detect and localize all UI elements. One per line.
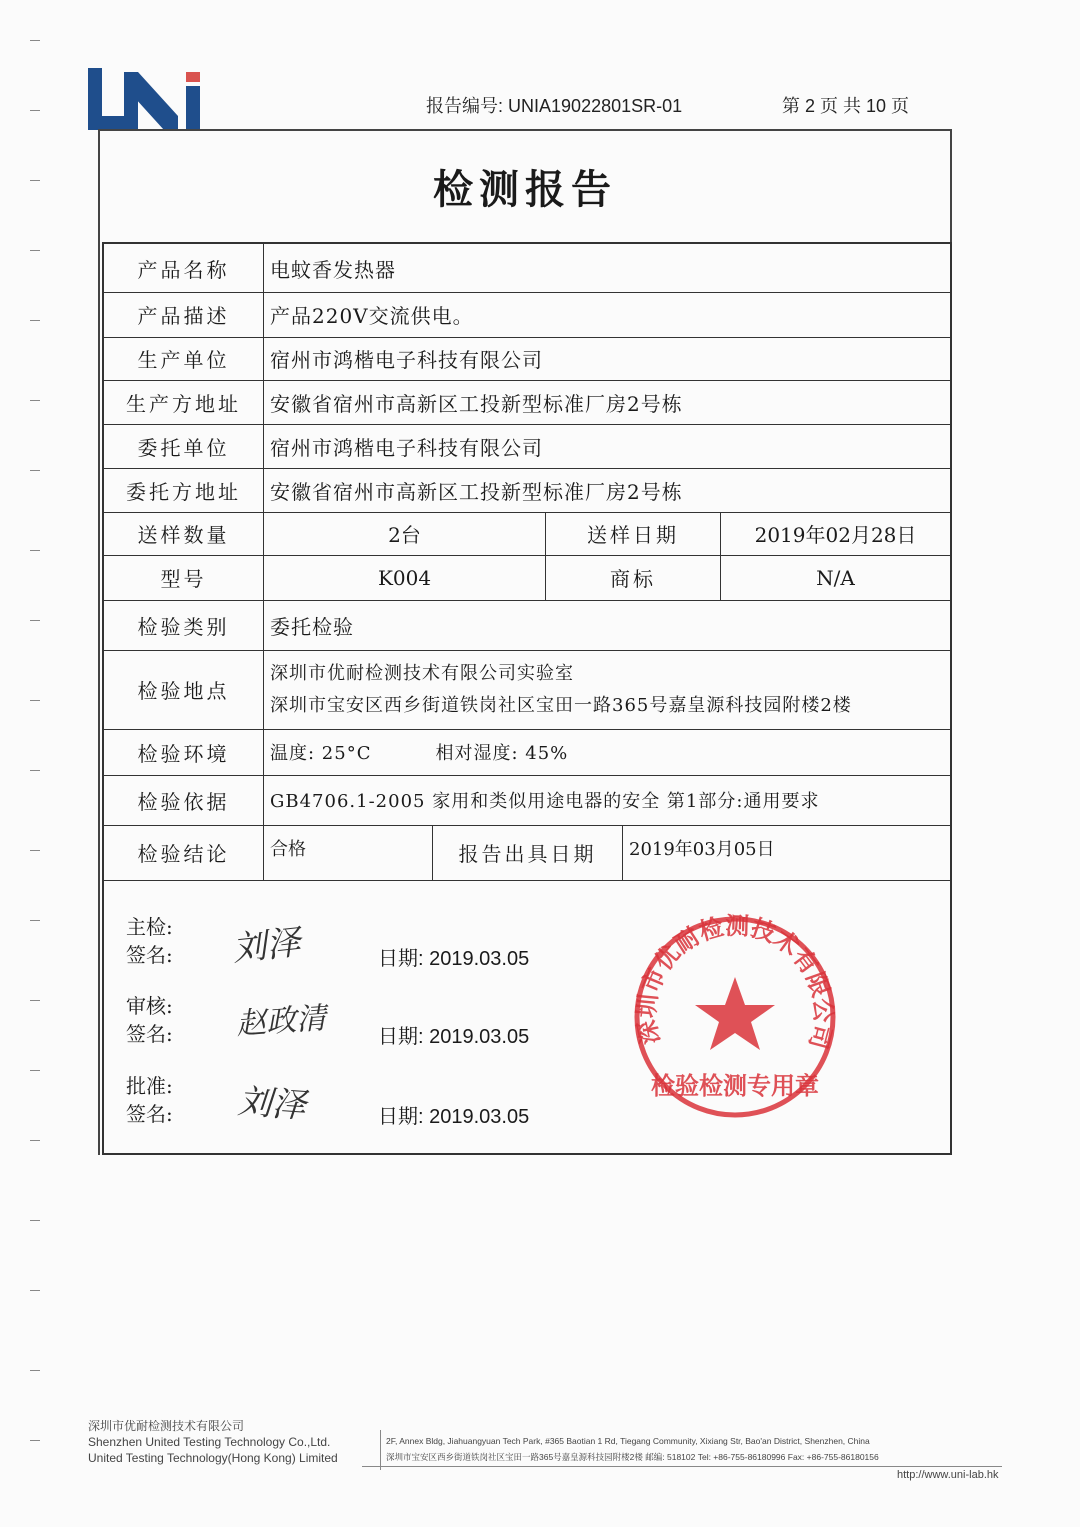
inspector-date: 日期: 2019.03.05 xyxy=(378,948,530,970)
basis-label: 检验依据 xyxy=(104,775,264,825)
stamp-ring-text: 深圳市优耐检测技术有限公司 xyxy=(632,912,838,1052)
table-row xyxy=(104,424,950,469)
official-stamp xyxy=(630,912,840,1122)
company-name-hk: United Testing Technology(Hong Kong) Limited xyxy=(88,1451,338,1465)
footer-rule xyxy=(362,1466,1002,1467)
role-label: 主检: xyxy=(126,915,173,939)
brand-value: N/A xyxy=(720,555,950,600)
signature-reviewer: 赵政清 xyxy=(235,1000,328,1043)
issue-date-label: 报告出具日期 xyxy=(432,825,622,880)
conclusion-label: 检验结论 xyxy=(104,825,264,880)
category-label: 检验类别 xyxy=(104,600,264,650)
signature-block-reviewer xyxy=(126,992,173,1048)
signature-approver: 刘泽 xyxy=(236,1081,308,1127)
signature-block-approver xyxy=(126,1072,173,1128)
issue-date-value: 2019年03月05日 xyxy=(622,825,950,880)
stamp-bottom-text: 检验检测专用章 xyxy=(651,1072,819,1100)
model-label: 型号 xyxy=(104,555,264,600)
sign-label: 签名: xyxy=(126,1102,173,1126)
sign-label: 签名: xyxy=(126,1022,173,1046)
brand-label: 商标 xyxy=(545,555,720,600)
page-info: 第 2 页 共 10 页 xyxy=(782,96,910,116)
conclusion-row xyxy=(104,825,950,881)
table-row xyxy=(104,380,950,425)
sample-date-label: 送样日期 xyxy=(545,512,720,555)
address-cn: 深圳市宝安区西乡街道铁岗社区宝田一路365号嘉皇源科技园附楼2楼 邮编: 518102 Tel: +86-755-86180996 Fax: +86-755-86180156 xyxy=(386,1452,879,1462)
table-row xyxy=(104,600,950,651)
table-row xyxy=(104,244,950,293)
row-value: 安徽省宿州市高新区工投新型标准厂房2号栋 xyxy=(270,479,683,504)
row-label: 生产单位 xyxy=(104,337,264,380)
row-label: 委托单位 xyxy=(104,424,264,468)
report-number-label: 报告编号: xyxy=(426,96,504,116)
category-value: 委托检验 xyxy=(270,614,354,639)
sample-qty-value: 2台 xyxy=(388,523,421,547)
table-row xyxy=(104,292,950,338)
company-name-cn: 深圳市优耐检测技术有限公司 xyxy=(88,1419,245,1433)
star-icon xyxy=(695,977,775,1050)
signature-block-inspector xyxy=(126,913,173,969)
sign-label: 签名: xyxy=(126,943,173,967)
approver-date: 日期: 2019.03.05 xyxy=(378,1106,530,1128)
location-line1: 深圳市优耐检测技术有限公司实验室 xyxy=(270,662,574,684)
model-value: K004 xyxy=(377,565,432,590)
footer-url[interactable]: http://www.uni-lab.hk xyxy=(897,1469,999,1481)
location-label: 检验地点 xyxy=(104,650,264,729)
humidity-value: 相对湿度: 45% xyxy=(435,743,569,764)
row-label: 产品描述 xyxy=(104,292,264,337)
role-label: 批准: xyxy=(126,1074,173,1098)
table-row xyxy=(104,337,950,381)
report-number-value: UNIA19022801SR-01 xyxy=(508,96,683,116)
sample-row xyxy=(104,512,950,556)
footer-divider xyxy=(380,1430,381,1470)
row-label: 委托方地址 xyxy=(104,468,264,512)
reviewer-date: 日期: 2019.03.05 xyxy=(378,1026,530,1048)
basis-value: GB4706.1-2005 家用和类似用途电器的安全 第1部分:通用要求 xyxy=(270,791,820,812)
signature-inspector: 刘泽 xyxy=(230,922,303,970)
table-row xyxy=(104,729,950,776)
address-en: 2F, Annex Bldg, Jiahuangyuan Tech Park, #365 Baotian 1 Rd, Tiegang Community, Xixiang Str, Bao'an District, Shenzhen, China xyxy=(386,1436,870,1446)
location-line2: 深圳市宝安区西乡街道铁岗社区宝田一路365号嘉皇源科技园附楼2楼 xyxy=(270,694,852,716)
row-value: 产品220V交流供电。 xyxy=(270,304,474,328)
environment-label: 检验环境 xyxy=(104,729,264,775)
row-label: 生产方地址 xyxy=(104,380,264,424)
row-value: 宿州市鸿楷电子科技有限公司 xyxy=(270,348,543,372)
sample-date-value: 2019年02月28日 xyxy=(720,512,950,555)
footer-address xyxy=(386,1433,879,1465)
table-row xyxy=(104,468,950,513)
row-value: 宿州市鸿楷电子科技有限公司 xyxy=(270,435,543,460)
table-row xyxy=(104,650,950,730)
conclusion-value: 合格 xyxy=(270,839,306,860)
model-row xyxy=(104,555,950,601)
role-label: 审核: xyxy=(126,994,173,1018)
company-name-en: Shenzhen United Testing Technology Co.,Ltd. xyxy=(88,1435,331,1449)
table-row xyxy=(104,775,950,826)
report-title: 检测报告 xyxy=(433,166,617,213)
report-number xyxy=(426,92,682,118)
uni-logo xyxy=(88,68,208,134)
sample-qty-label: 送样数量 xyxy=(104,512,264,555)
row-value: 电蚊香发热器 xyxy=(270,257,396,282)
row-label: 产品名称 xyxy=(104,244,264,292)
temperature-value: 温度: 25°C xyxy=(270,743,372,764)
footer-company xyxy=(88,1418,338,1466)
row-value: 安徽省宿州市高新区工投新型标准厂房2号栋 xyxy=(270,391,683,416)
